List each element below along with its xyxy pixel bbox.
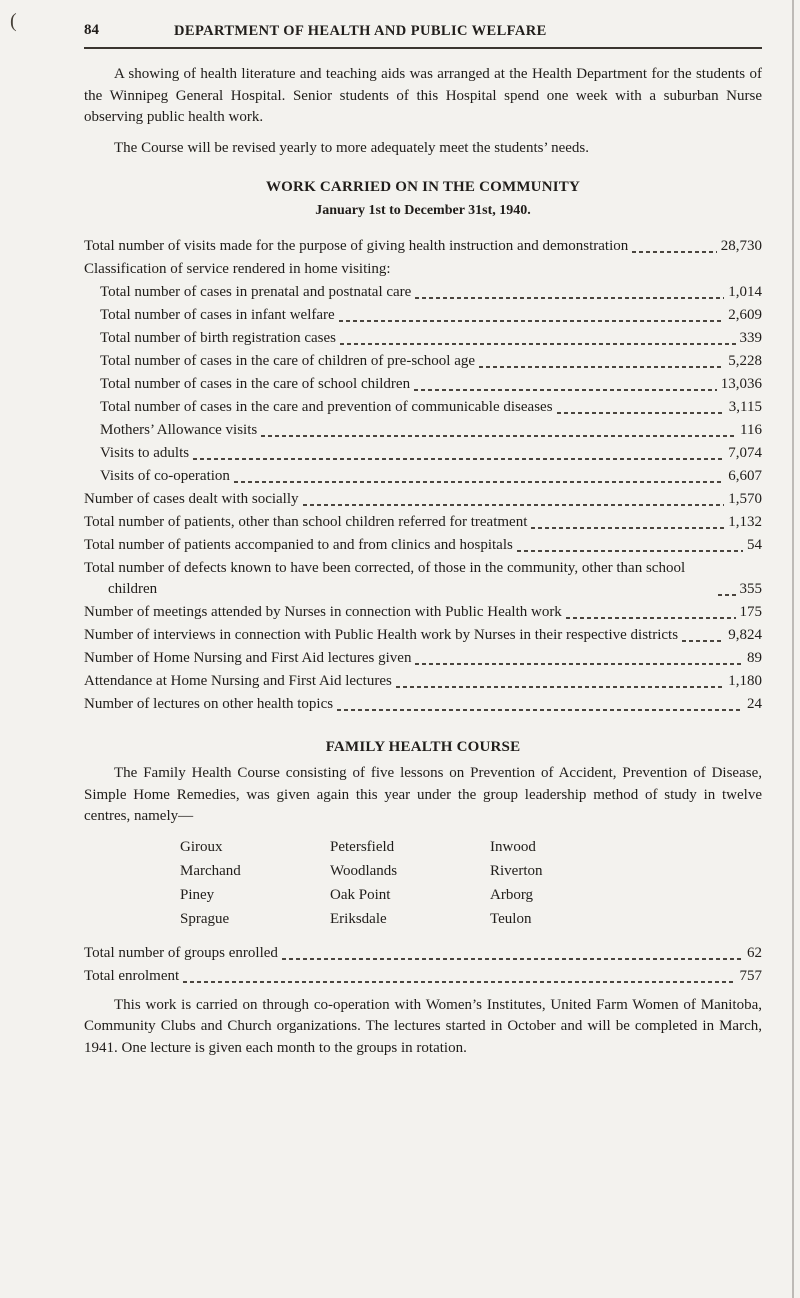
family-course-paragraph: The Family Health Course consisting of five lessons on Prevention of Accident, Prevention of Disease, Simple Home Remedies, was given again this year under the group leadership method of study in twelve centres, namely— bbox=[84, 765, 762, 824]
stat-label: Number of lectures on other health topics bbox=[84, 696, 334, 712]
dash-leader bbox=[193, 458, 724, 460]
page-number: 84 bbox=[84, 22, 99, 38]
stat-value: 28,730 bbox=[720, 238, 762, 254]
stat-row bbox=[84, 671, 762, 692]
stat-value: 9,824 bbox=[728, 627, 762, 643]
stat-row bbox=[84, 648, 762, 669]
stat-label: Total number of cases in the care of school children bbox=[100, 376, 411, 392]
stat-value: 13,036 bbox=[720, 376, 762, 392]
centre-name: Piney bbox=[180, 886, 215, 903]
page-content bbox=[84, 22, 762, 1068]
dash-leader bbox=[415, 663, 743, 665]
stat-label: Number of Home Nursing and First Aid lectures given bbox=[84, 650, 412, 666]
stat-value: 1,180 bbox=[728, 673, 762, 689]
stat-value: 62 bbox=[747, 944, 762, 961]
stat-label: Visits of co-operation bbox=[100, 468, 230, 484]
centre-name: Inwood bbox=[490, 838, 536, 855]
stat-row bbox=[84, 943, 762, 964]
stat-label: Total number of birth registration cases bbox=[100, 330, 336, 346]
stat-row bbox=[84, 602, 762, 623]
stat-value: 2,609 bbox=[728, 307, 762, 323]
centre-name: Oak Point bbox=[330, 886, 391, 903]
dash-leader bbox=[682, 640, 724, 642]
centre-name: Woodlands bbox=[330, 862, 398, 879]
stat-row bbox=[84, 694, 762, 715]
dash-leader bbox=[414, 389, 717, 391]
stat-label: Total number of cases in prenatal and postnatal care bbox=[100, 284, 412, 300]
intro-paragraph-2: The Course will be revised yearly to more adequately meet the students’ needs. bbox=[114, 139, 589, 156]
stat-label: Total number of cases in infant welfare bbox=[100, 307, 335, 323]
community-work-heading: WORK CARRIED ON IN THE COMMUNITY bbox=[265, 179, 581, 195]
stat-label: Attendance at Home Nursing and First Aid lectures bbox=[84, 673, 392, 689]
centre-name: Giroux bbox=[180, 838, 223, 855]
stat-row bbox=[84, 558, 762, 600]
dash-leader bbox=[234, 481, 724, 483]
stat-row bbox=[100, 351, 762, 372]
stat-label: Mothers’ Allowance visits bbox=[100, 422, 258, 438]
stat-row bbox=[100, 305, 762, 326]
dash-leader bbox=[632, 251, 716, 253]
stat-value: 24 bbox=[747, 696, 762, 712]
stat-value: 3,115 bbox=[728, 399, 762, 415]
stat-value: 1,570 bbox=[728, 491, 762, 507]
stat-row bbox=[100, 374, 762, 395]
stat-value: 757 bbox=[739, 967, 762, 984]
stat-label: Visits to adults bbox=[100, 445, 190, 461]
stat-value: 175 bbox=[739, 604, 762, 620]
centre-name: Sprague bbox=[180, 910, 230, 927]
stat-row bbox=[84, 535, 762, 556]
stat-value: 1,014 bbox=[728, 284, 762, 300]
stat-label: Total number of defects known to have been corrected, of those in the community, other than school children bbox=[84, 560, 686, 597]
stat-value: 89 bbox=[747, 650, 762, 666]
centres-table bbox=[180, 837, 762, 930]
community-work-subheading: January 1st to December 31st, 1940. bbox=[315, 203, 531, 218]
stat-label: Total number of visits made for the purpose of giving health instruction and demonstration bbox=[84, 238, 629, 254]
page-header bbox=[84, 22, 762, 42]
stat-value: 54 bbox=[747, 537, 762, 553]
centre-name: Teulon bbox=[490, 910, 532, 927]
header-rule bbox=[84, 47, 762, 49]
dash-leader bbox=[340, 343, 736, 345]
stat-row bbox=[100, 282, 762, 303]
dash-leader bbox=[337, 709, 743, 711]
stat-value: 6,607 bbox=[728, 468, 762, 484]
stat-row bbox=[84, 625, 762, 646]
stat-value: 355 bbox=[739, 581, 762, 597]
stat-row bbox=[84, 236, 762, 257]
dash-leader bbox=[718, 594, 736, 596]
dash-leader bbox=[396, 686, 724, 688]
page-edge-line bbox=[792, 0, 794, 1298]
stat-value: 1,132 bbox=[728, 514, 762, 530]
stat-label: Total enrolment bbox=[84, 967, 180, 984]
community-stats-list bbox=[84, 236, 762, 715]
family-course-heading: FAMILY HEALTH COURSE bbox=[325, 739, 521, 755]
dash-leader bbox=[339, 320, 725, 322]
stat-row bbox=[84, 489, 762, 510]
header-title: DEPARTMENT OF HEALTH AND PUBLIC WELFARE bbox=[174, 23, 547, 39]
stat-row bbox=[100, 328, 762, 349]
stat-label: Number of interviews in connection with Public Health work by Nurses in their respective districts bbox=[84, 627, 679, 643]
centre-name: Petersfield bbox=[330, 838, 395, 855]
stat-label: Number of meetings attended by Nurses in connection with Public Health work bbox=[84, 604, 562, 620]
dash-leader bbox=[282, 958, 743, 960]
stat-label: Number of cases dealt with socially bbox=[84, 491, 299, 507]
dash-leader bbox=[183, 981, 735, 983]
dash-leader bbox=[479, 366, 724, 368]
dash-leader bbox=[566, 617, 736, 619]
dash-leader bbox=[531, 527, 724, 529]
stat-value: 339 bbox=[739, 330, 762, 346]
dash-leader bbox=[415, 297, 724, 299]
dash-leader bbox=[261, 435, 736, 437]
intro-paragraph-1: A showing of health literature and teaching aids was arranged at the Health Department for the students of the Winnipeg General Hospital. Senior students of this Hospital spend one week with a suburban Nurse observing public health work. bbox=[84, 66, 762, 125]
stat-row bbox=[84, 259, 762, 280]
stat-value: 116 bbox=[740, 422, 762, 438]
stat-label: Classification of service rendered in home visiting: bbox=[84, 261, 391, 277]
scan-artifact: ( bbox=[10, 10, 17, 32]
stat-row bbox=[100, 443, 762, 464]
stat-label: Total number of cases in the care and prevention of communicable diseases bbox=[100, 399, 553, 415]
stat-label: Total number of groups enrolled bbox=[84, 944, 278, 961]
stat-row bbox=[100, 420, 762, 441]
stat-value: 5,228 bbox=[728, 353, 762, 369]
stat-value: 7,074 bbox=[728, 445, 762, 461]
stat-row bbox=[100, 397, 762, 418]
closing-paragraph: This work is carried on through co-operation with Women’s Institutes, United Farm Women of Manitoba, Community Clubs and Church organizations. The lectures started in October and will be completed in March, 1941. One lecture is given each month to the groups in rotation. bbox=[84, 996, 762, 1056]
course-stats-list bbox=[84, 943, 762, 987]
centre-name: Riverton bbox=[490, 862, 543, 879]
dash-leader bbox=[557, 412, 725, 414]
centre-name: Eriksdale bbox=[330, 910, 387, 927]
stat-row bbox=[84, 966, 762, 987]
centre-name: Arborg bbox=[490, 886, 534, 903]
stat-label: Total number of patients accompanied to and from clinics and hospitals bbox=[84, 537, 513, 553]
dash-leader bbox=[303, 504, 725, 506]
stat-label: Total number of cases in the care of children of pre-school age bbox=[100, 353, 476, 369]
centre-name: Marchand bbox=[180, 862, 241, 879]
stat-label: Total number of patients, other than school children referred for treatment bbox=[84, 514, 528, 530]
stat-row bbox=[84, 512, 762, 533]
stat-row bbox=[100, 466, 762, 487]
dash-leader bbox=[517, 550, 743, 552]
